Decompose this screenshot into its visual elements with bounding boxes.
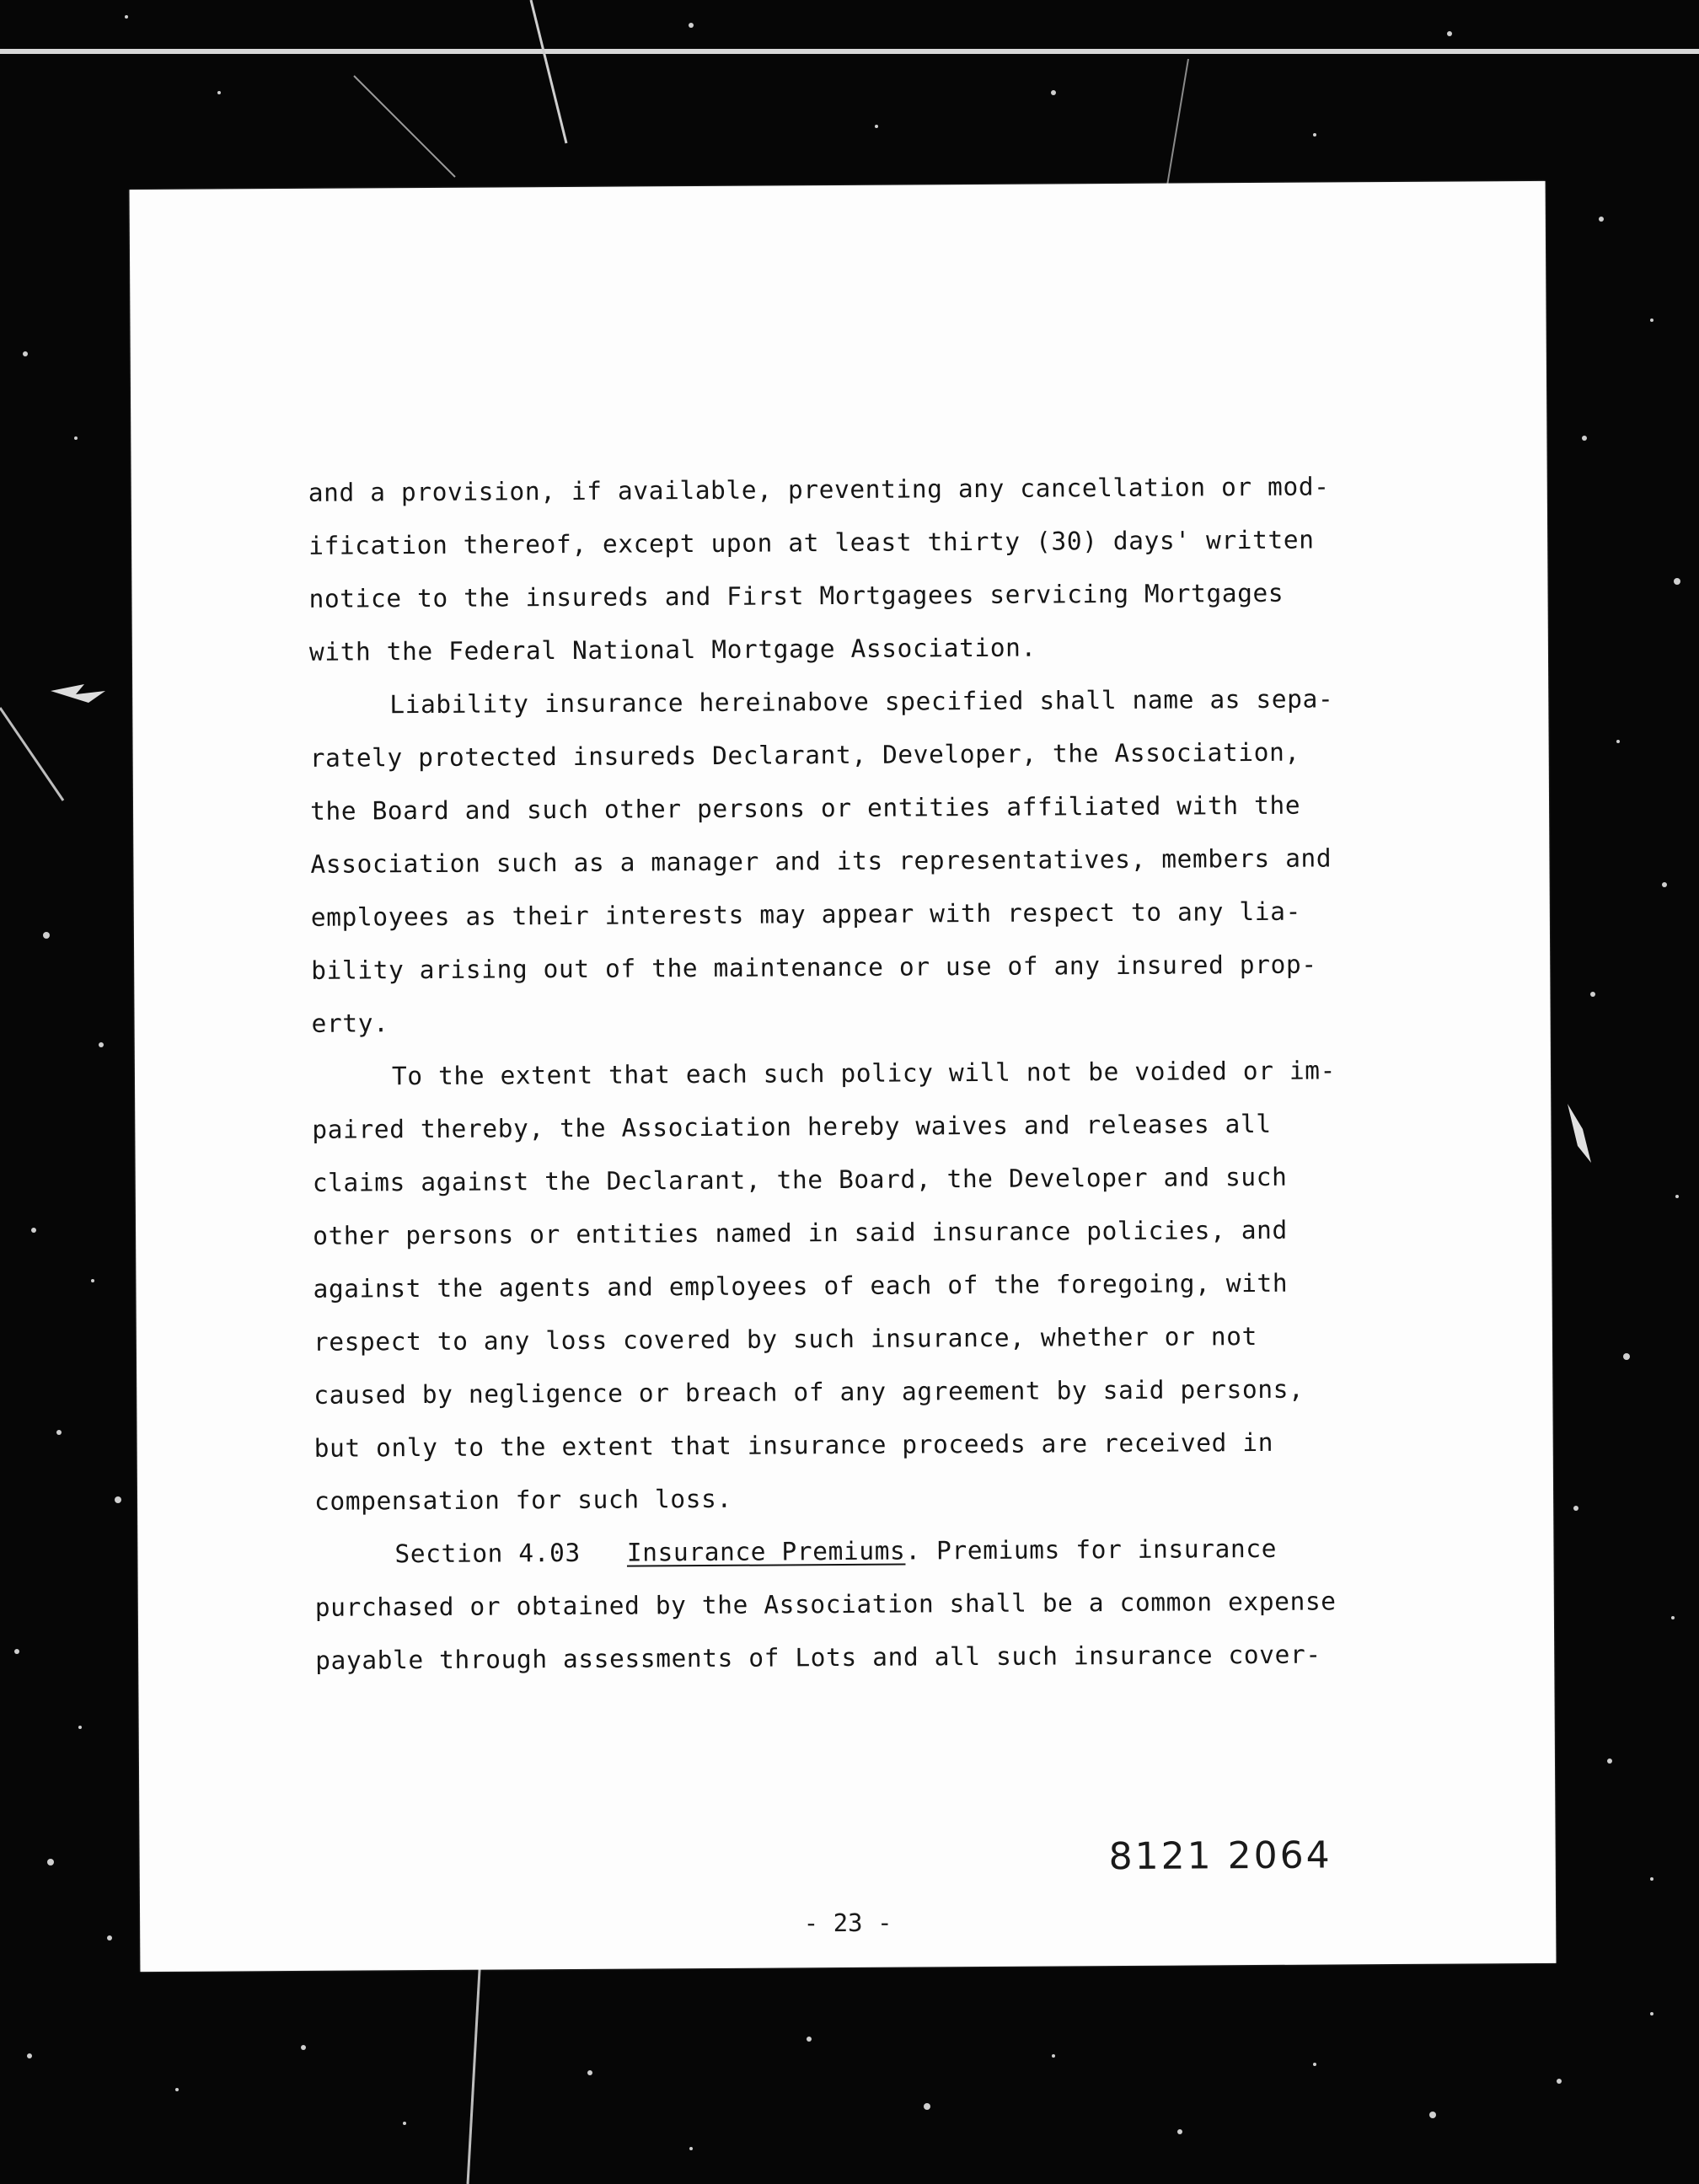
paragraph-1	[308, 459, 1549, 679]
text-line: and a provision, if available, preventing any cancellation or mod-	[308, 472, 1330, 507]
text-line: claims against the Declarant, the Board, the Developer and such	[312, 1162, 1288, 1197]
text-line: Association such as a manager and its representatives, members and	[310, 843, 1332, 879]
text-line: ification thereof, except upon at least thirty (30) days' written	[308, 525, 1315, 560]
text-line: respect to any loss covered by such insurance, whether or not	[313, 1322, 1257, 1357]
text-line: paired thereby, the Association hereby waives and releases all	[312, 1109, 1272, 1144]
text-line: compensation for such loss.	[314, 1484, 732, 1516]
text-line: with the Federal National Mortgage Association.	[308, 633, 1037, 666]
text-line: purchased or obtained by the Association shall be a common expense	[314, 1587, 1337, 1622]
text-line: employees as their interests may appear with respect to any lia-	[310, 897, 1301, 932]
text-line: notice to the insureds and First Mortgagees servicing Mortgages	[308, 578, 1284, 613]
text-line: bility arising out of the maintenance or use of any insured prop-	[311, 950, 1317, 985]
page-number: - 23 -	[803, 1908, 892, 1938]
text-line: but only to the extent that insurance proceeds are received in	[314, 1427, 1274, 1463]
paragraph-2	[309, 672, 1551, 1051]
section-first-line-text: . Premiums for insurance	[905, 1534, 1278, 1566]
text-line: erty.	[311, 1009, 389, 1038]
text-line: caused by negligence or breach of any agreement by said persons,	[314, 1374, 1305, 1410]
document-page	[130, 181, 1557, 1972]
document-stamp-number: 8121 2064	[1108, 1833, 1332, 1879]
section-title: Insurance Premiums	[626, 1536, 906, 1567]
section-4-03-paragraph	[314, 1521, 1554, 1688]
section-heading-line	[314, 1521, 1553, 1582]
document-body	[308, 459, 1555, 1688]
text-line: other persons or entities named in said insurance policies, and	[313, 1215, 1288, 1250]
section-number: Section 4.03	[394, 1538, 581, 1569]
text-line: Liability insurance hereinabove specified shall name as sepa-	[389, 684, 1334, 720]
text-line: rately protected insureds Declarant, Developer, the Association,	[309, 737, 1300, 773]
text-line: the Board and such other persons or entities affiliated with the	[309, 790, 1301, 826]
text-line: To the extent that each such policy will not be voided or im-	[391, 1056, 1337, 1091]
text-line: payable through assessments of Lots and all such insurance cover-	[315, 1640, 1321, 1675]
paragraph-3	[312, 1043, 1553, 1528]
text-line: against the agents and employees of each of the foregoing, with	[313, 1268, 1289, 1303]
